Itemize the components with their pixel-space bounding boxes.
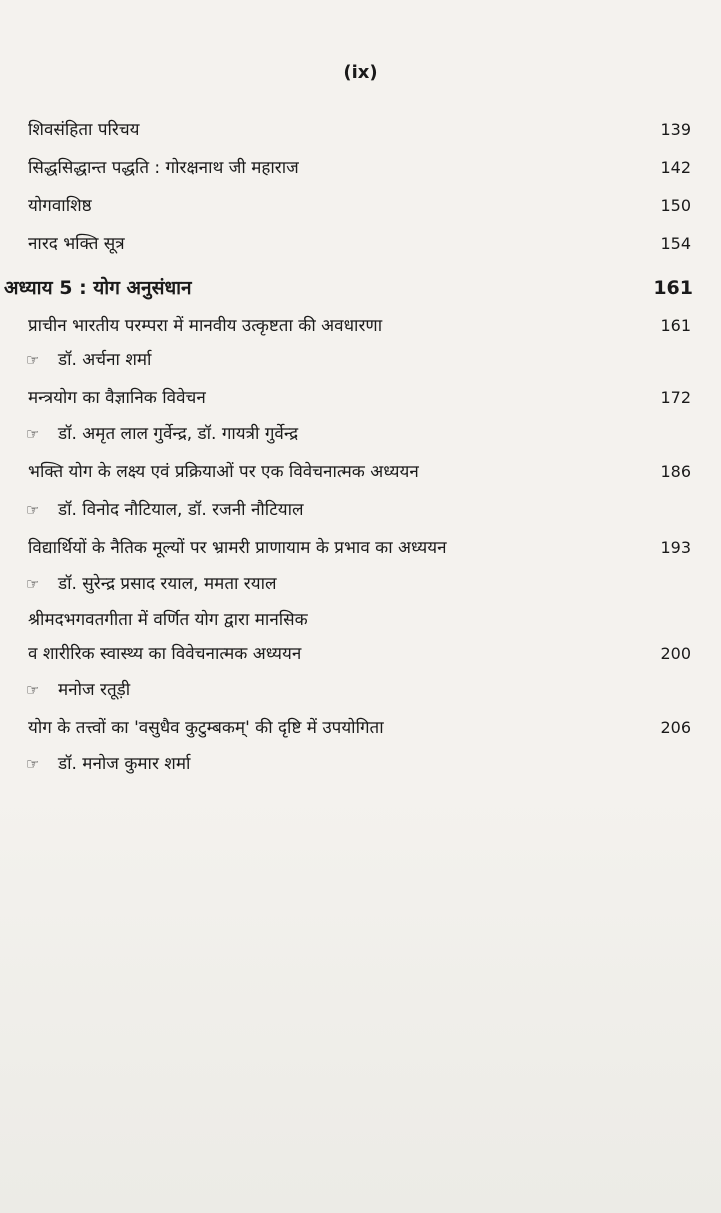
toc-entry bbox=[0, 118, 721, 150]
author-line bbox=[0, 422, 721, 454]
toc-entry bbox=[0, 156, 721, 188]
entry-title: सिद्धसिद्धान्त पद्धति : गोरक्षनाथ जी महाराज bbox=[28, 158, 299, 178]
author-line bbox=[0, 572, 721, 604]
entry-title: डॉ. मनोज कुमार शर्मा bbox=[58, 754, 191, 774]
entry-title: विद्यार्थियों के नैतिक मूल्यों पर भ्रामरी प्राणायाम के प्रभाव का अध्ययन bbox=[28, 538, 447, 558]
toc-entry bbox=[0, 314, 721, 346]
pointing-hand-icon: ☞ bbox=[26, 425, 40, 443]
entry-page-number: 172 bbox=[660, 388, 691, 407]
toc-entry bbox=[0, 194, 721, 226]
entry-title: श्रीमदभगवतगीता में वर्णित योग द्वारा मानसिक bbox=[28, 610, 308, 630]
toc-entry bbox=[0, 608, 721, 640]
author-line bbox=[0, 678, 721, 710]
toc-entry bbox=[0, 460, 721, 492]
entry-page-number: 150 bbox=[660, 196, 691, 215]
toc-entry bbox=[0, 386, 721, 418]
entry-page-number: 139 bbox=[660, 120, 691, 139]
entry-title: डॉ. अर्चना शर्मा bbox=[58, 350, 152, 370]
author-line bbox=[0, 348, 721, 380]
entry-title: भक्ति योग के लक्ष्य एवं प्रक्रियाओं पर एक विवेचनात्मक अध्ययन bbox=[28, 462, 419, 482]
entry-title: योगवाशिष्ठ bbox=[28, 196, 92, 216]
pointing-hand-icon: ☞ bbox=[26, 681, 40, 699]
entry-title: डॉ. सुरेन्द्र प्रसाद रयाल, ममता रयाल bbox=[58, 574, 277, 594]
entry-page-number: 193 bbox=[660, 538, 691, 557]
page-number-label: (ix) bbox=[343, 62, 378, 83]
chapter-heading bbox=[0, 276, 721, 308]
entry-title: डॉ. अमृत लाल गुर्वेन्द्र, डॉ. गायत्री गुर्वेन्द्र bbox=[58, 424, 299, 444]
pointing-hand-icon: ☞ bbox=[26, 575, 40, 593]
pointing-hand-icon: ☞ bbox=[26, 501, 40, 519]
entry-page-number: 161 bbox=[660, 316, 691, 335]
entry-title: मनोज रतूड़ी bbox=[58, 680, 131, 700]
entry-title: प्राचीन भारतीय परम्परा में मानवीय उत्कृष्टता की अवधारणा bbox=[28, 316, 383, 336]
entry-title: डॉ. विनोद नौटियाल, डॉ. रजनी नौटियाल bbox=[58, 500, 304, 520]
toc-entry bbox=[0, 232, 721, 264]
entry-title: व शारीरिक स्वास्थ्य का विवेचनात्मक अध्ययन bbox=[28, 644, 302, 664]
entry-title: योग के तत्त्वों का 'वसुधैव कुटुम्बकम्' की दृष्टि में उपयोगिता bbox=[28, 718, 384, 738]
pointing-hand-icon: ☞ bbox=[26, 755, 40, 773]
author-line bbox=[0, 498, 721, 530]
pointing-hand-icon: ☞ bbox=[26, 351, 40, 369]
toc-entry bbox=[0, 716, 721, 748]
entry-title: मन्त्रयोग का वैज्ञानिक विवेचन bbox=[28, 388, 206, 408]
entry-page-number: 206 bbox=[660, 718, 691, 737]
entry-title: नारद भक्ति सूत्र bbox=[28, 234, 125, 254]
entry-page-number: 161 bbox=[653, 277, 693, 299]
entry-page-number: 186 bbox=[660, 462, 691, 481]
entry-title: अध्याय 5 : योग अनुसंधान bbox=[4, 277, 192, 299]
faded-backside-area bbox=[0, 780, 721, 1213]
entry-page-number: 142 bbox=[660, 158, 691, 177]
author-line bbox=[0, 752, 721, 784]
entry-title: शिवसंहिता परिचय bbox=[28, 120, 140, 140]
entry-page-number: 154 bbox=[660, 234, 691, 253]
entry-page-number: 200 bbox=[660, 644, 691, 663]
toc-entry bbox=[0, 536, 721, 568]
toc-entry bbox=[0, 642, 721, 674]
